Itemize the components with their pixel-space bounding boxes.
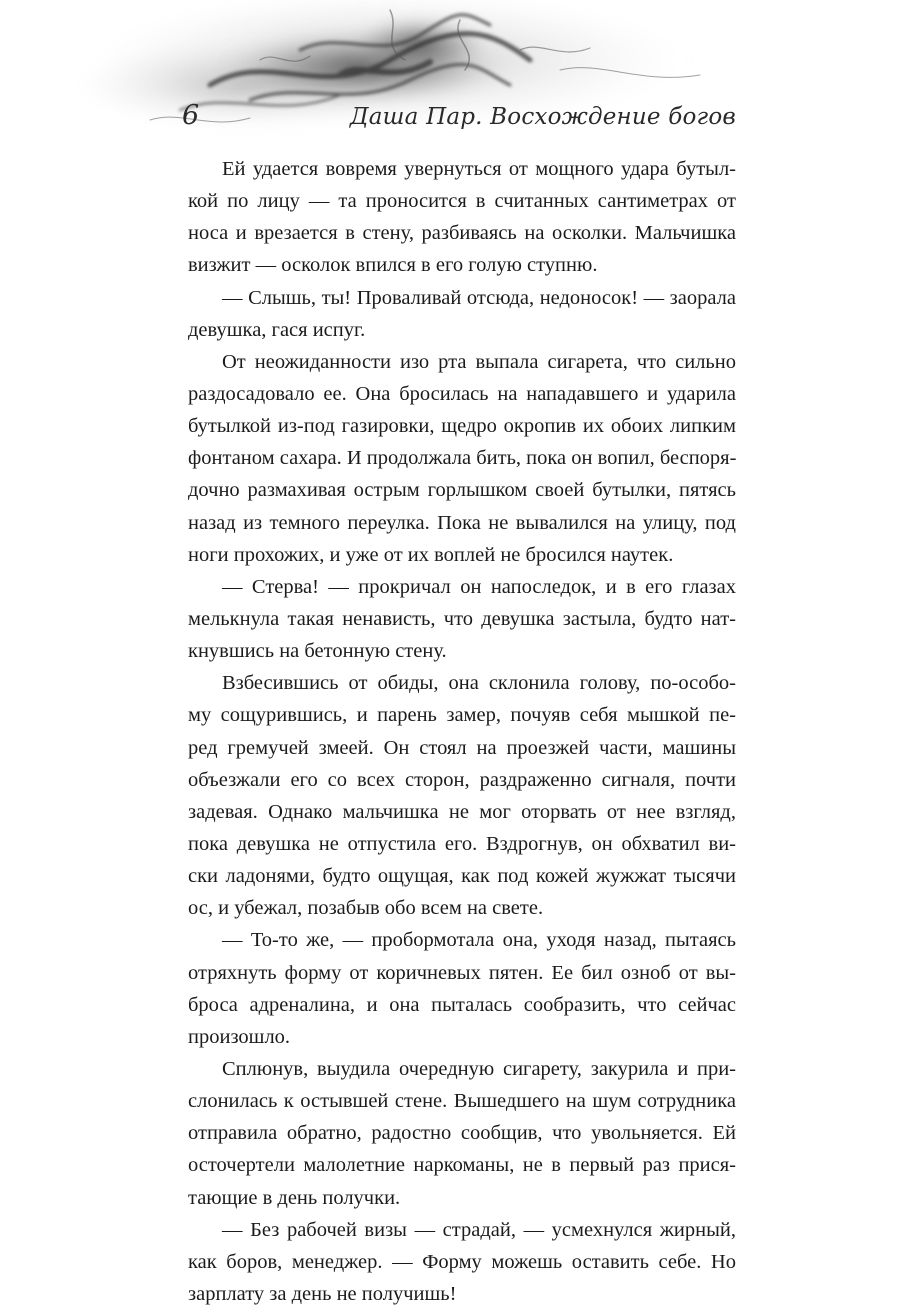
paragraph xyxy=(188,667,736,924)
text-line: ос, и убежал, позабыв обо всем на свете. xyxy=(188,897,544,920)
text-line: пока девушка не отпустила его. Вздрогнув, он обхватил ви- xyxy=(188,832,736,855)
text-line: девушка, гася испуг. xyxy=(188,318,366,341)
text-line: Ей удается вовремя увернуться от мощного удара бутыл- xyxy=(222,158,736,180)
text-line: ски ладонями, будто ощущая, как под кожей жужжат тысячи xyxy=(188,865,736,888)
text-line: От неожиданности изо рта выпала сигарета, что сильно xyxy=(222,350,736,373)
text-line: дочно размахивая острым горлышком своей бутылки, пятясь xyxy=(188,479,736,502)
text-line: носа и врезается в стену, разбиваясь на осколки. Мальчишка xyxy=(188,222,736,245)
text-line: фонтаном сахара. И продолжала бить, пока он вопил, беспоря- xyxy=(188,447,737,470)
text-line: Сплюнув, выудила очередную сигарету, закурила и при- xyxy=(222,1057,736,1080)
text-line: ред гремучей змеей. Он стоял на проезжей части, машины xyxy=(188,736,736,759)
text-line: кнувшись на бетонную стену. xyxy=(188,640,447,663)
ink-smoke-decoration xyxy=(60,0,780,165)
text-line: осточертели малолетние наркоманы, не в первый раз прися- xyxy=(188,1154,736,1177)
text-line: Взбесившись от обиды, она склонила голову, по-особо- xyxy=(222,672,736,695)
paragraph xyxy=(188,571,736,667)
text-line: задевая. Однако мальчишка не мог оторвать от нее взгляд, xyxy=(188,800,736,823)
text-line: — То-то же, — пробормотала она, уходя назад, пытаясь xyxy=(222,929,736,952)
text-line: отправила обратно, радостно сообщив, что увольняется. Ей xyxy=(188,1122,736,1145)
text-line: объезжали его со всех сторон, раздраженно сигналя, почти xyxy=(188,768,736,791)
text-line: — Слышь, ты! Проваливай отсюда, недоносок! — заорала xyxy=(222,286,736,309)
text-line: раздосадовало ее. Она бросилась на нападавшего и ударила xyxy=(188,382,736,405)
paragraph xyxy=(188,1053,736,1214)
text-line: броса адреналина, и она пыталась сообразить, что сейчас xyxy=(188,993,736,1016)
text-line: тающие в день получки. xyxy=(188,1186,401,1209)
paragraph xyxy=(188,1214,736,1310)
page-number: 6 xyxy=(182,100,200,131)
text-line: — Без рабочей визы — страдай, — усмехнулся жирный, xyxy=(222,1218,736,1241)
text-line: как боров, менеджер. — Форму можешь оставить себе. Но xyxy=(188,1250,736,1273)
paragraph xyxy=(188,153,736,282)
paragraph xyxy=(188,346,736,571)
text-line: мелькнула такая ненависть, что девушка застыла, будто нат- xyxy=(188,607,736,630)
paragraph xyxy=(188,924,736,1053)
text-line: му сощурившись, и парень замер, почуяв себя мышкой пе- xyxy=(188,704,736,727)
body-text xyxy=(188,153,736,1310)
text-line: бутылкой из-под газировки, щедро окропив их обоих липким xyxy=(188,415,736,438)
text-line: — Стерва! — прокричал он напоследок, и в его глазах xyxy=(222,575,736,598)
paragraph xyxy=(188,282,736,346)
text-line: зарплату за день не получишь! xyxy=(188,1282,457,1305)
text-line: кой по лицу — та проносится в считанных сантиметрах от xyxy=(188,190,736,213)
text-line: визжит — осколок впился в его голую ступню. xyxy=(188,254,598,277)
running-head: Даша Пар. Восхождение богов xyxy=(349,104,736,130)
text-line: назад из темного переулка. Пока не вывалился на улицу, под xyxy=(188,511,736,534)
text-line: отряхнуть форму от коричневых пятен. Ее бил озноб от вы- xyxy=(188,961,736,984)
text-line: произошло. xyxy=(188,1025,291,1048)
text-line: ноги прохожих, и уже от их воплей не бросился наутек. xyxy=(188,543,674,566)
text-line: слонилась к остывшей стене. Вышедшего на шум сотрудника xyxy=(188,1090,736,1113)
